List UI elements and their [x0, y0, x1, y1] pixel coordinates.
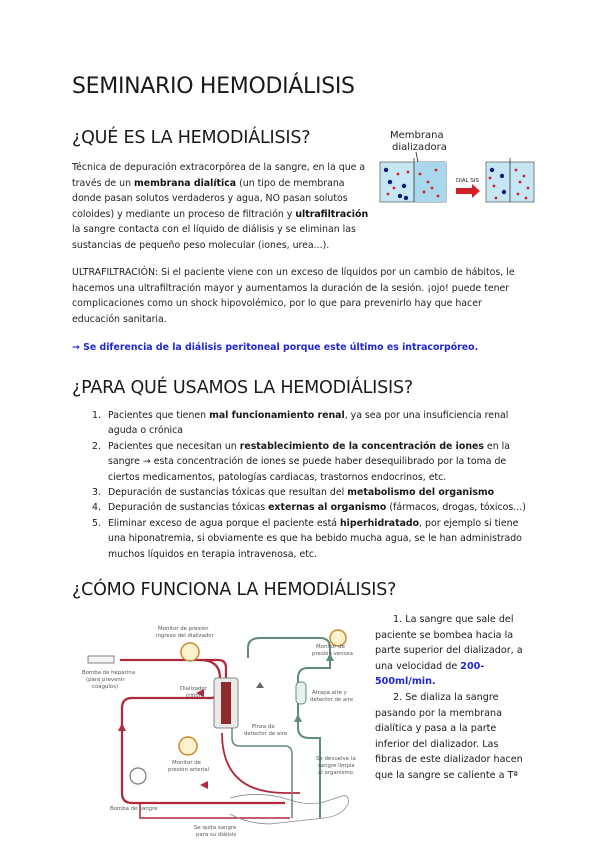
- large-solute-particle: [402, 184, 406, 188]
- flow-arrow-icon: [200, 781, 208, 789]
- definition-text-1: Técnica de depuración extracorpórea de la sangre, en la que a través de un: [72, 162, 366, 189]
- list-item-bold: restablecimiento de la concentración de iones: [239, 440, 484, 452]
- label-clean-blood-2: sangre limpia: [318, 763, 355, 769]
- flow-arrow-icon: [118, 723, 126, 731]
- label-venous-monitor: Monitor de: [316, 644, 345, 650]
- step-number: 1.: [393, 614, 403, 625]
- flow-arrow-icon: [256, 682, 264, 688]
- hemodialysis-circuit-diagram: [80, 618, 370, 843]
- list-item: [92, 500, 526, 515]
- large-solute-particle: [404, 196, 408, 200]
- label-venous-monitor-2: presión venosa: [312, 651, 353, 657]
- section-heading-uses: ¿PARA QUÉ USAMOS LA HEMODIÁLISIS?: [72, 378, 413, 398]
- monitor-arterial-gauge: [179, 737, 197, 755]
- list-item-bold: mal funcionamiento renal: [209, 410, 345, 421]
- uses-list: [92, 408, 526, 562]
- label-air-trap-2: detector de aire: [310, 697, 354, 703]
- small-solute-particle: [397, 173, 400, 176]
- list-item: [92, 516, 526, 562]
- list-item-number: 3.: [92, 487, 101, 499]
- process-steps: [375, 612, 525, 784]
- blood-pump: [130, 768, 146, 784]
- section-heading-how-it-works: ¿CÓMO FUNCIONA LA HEMODIÁLISIS?: [72, 580, 397, 600]
- label-blood-pump: Bomba de sangre: [110, 806, 158, 812]
- process-step-2: [375, 690, 525, 784]
- list-item-text: Depuración de sustancias tóxicas: [108, 502, 269, 514]
- section-heading-what-is: ¿QUÉ ES LA HEMODIÁLISIS?: [72, 128, 311, 148]
- membrane-pointer-line: [416, 152, 418, 162]
- small-solute-particle: [423, 191, 426, 194]
- label-dialyzer: Dializador: [180, 686, 208, 692]
- label-heparin-pump: Bomba de heparina: [82, 670, 136, 676]
- list-item-text: , ya sea por una insuficiencia renal aguda o crónica: [108, 410, 509, 437]
- beaker-left-right-half: [414, 162, 446, 202]
- paragraph-definition: [72, 160, 372, 254]
- label-monitor-inlet-2: ingreso del dializador: [156, 633, 214, 639]
- small-solute-particle: [419, 173, 422, 176]
- label-heparin-pump-2: (para prevenir: [86, 677, 125, 683]
- heparin-syringe: [88, 656, 114, 663]
- step-flow-rate: 200-500ml/min.: [375, 660, 485, 688]
- label-heparin-pump-3: coágulos): [92, 684, 119, 690]
- large-solute-particle: [502, 190, 506, 194]
- small-solute-particle: [515, 169, 518, 172]
- large-solute-particle: [398, 194, 402, 198]
- membrane-label-2: dializadora: [392, 142, 447, 153]
- small-solute-particle: [519, 181, 522, 184]
- list-item: [92, 485, 526, 500]
- small-solute-particle: [393, 187, 396, 190]
- small-solute-particle: [527, 187, 530, 190]
- page-title: SEMINARIO HEMODIÁLISIS: [72, 74, 355, 99]
- label-blood-removed-2: para su diálisis: [196, 832, 237, 838]
- process-step-1: [375, 612, 525, 690]
- membrane-label: Membrana: [390, 130, 444, 141]
- step-text: La sangre que sale del paciente se bombea hacia la parte superior del dializador, a una velocidad de: [375, 614, 523, 672]
- large-solute-particle: [490, 168, 494, 172]
- label-dialyzer-2: (riñón): [186, 693, 205, 699]
- label-clean-blood-3: al organismo: [318, 770, 353, 776]
- list-item-text: Depuración de sustancias tóxicas que resultan del: [108, 487, 348, 499]
- membrane-figure: [376, 126, 536, 206]
- step-number: 2.: [393, 691, 403, 703]
- label-arterial-monitor-2: presión arterial: [168, 767, 210, 773]
- blood-return-line-red: [222, 733, 300, 793]
- small-solute-particle: [427, 181, 430, 184]
- small-solute-particle: [435, 169, 438, 172]
- dialysis-arrow: [456, 184, 480, 198]
- paragraph-ultrafiltration: ULTRAFILTRACIÓN: Si el paciente viene con un exceso de líquidos por un cambio de hábitos, le hacemos una ultrafiltración mayor y aumentamos la duración de la sesión. ¡ojo! puede tener complicaciones como un shock hipovolémico, por lo que para prevenirlo hay que hacer educación sanitaria.: [72, 267, 515, 325]
- small-solute-particle: [387, 193, 390, 196]
- list-item: [92, 439, 526, 485]
- label-arterial-monitor: Monitor de: [172, 760, 201, 766]
- peritoneal-note: → Se diferencia de la diálisis peritoneal porque este último es intracorpóreo.: [72, 342, 479, 353]
- label-clamp-2: detector de aire: [244, 731, 288, 737]
- list-item-bold: externas al organismo: [268, 502, 387, 514]
- patient-arm-outline: [230, 794, 348, 824]
- arterial-line-bottom: [140, 803, 290, 818]
- list-item-number: 4.: [92, 502, 101, 514]
- small-solute-particle: [431, 187, 434, 190]
- step-text: Se dializa la sangre pasando por la membrana dialítica y pasa a la parte inferior del dializador. Las fibras de este dializador hacen que la sangre se caliente a Tª: [375, 691, 523, 781]
- list-item-text: (fármacos, drogas, tóxicos...): [386, 502, 526, 514]
- list-item-text: Eliminar exceso de agua porque el paciente está: [108, 517, 340, 529]
- list-item: [92, 408, 526, 439]
- list-item-text: Pacientes que necesitan un: [108, 440, 240, 452]
- definition-bold-ultrafiltration: ultrafiltración: [295, 208, 369, 220]
- label-air-trap: Atrapa aire y: [312, 690, 347, 696]
- list-item-text: en la sangre → esta concentración de iones se puede haber desequilibrado por la toma de ciertos medicamentos, patologías cardiacas, trastornos endocrinos, etc.: [108, 440, 510, 483]
- monitor-inlet-gauge: [181, 643, 199, 661]
- dialysis-arrow-label: DIAL SIS: [456, 178, 480, 184]
- label-monitor-inlet: Monitor de presión: [158, 626, 209, 632]
- small-solute-particle: [437, 195, 440, 198]
- small-solute-particle: [517, 193, 520, 196]
- list-item-text: Pacientes que tienen: [108, 410, 210, 421]
- label-blood-removed: Se quita sangre: [194, 825, 237, 831]
- small-solute-particle: [523, 175, 526, 178]
- small-solute-particle: [525, 197, 528, 200]
- venous-line-2: [232, 728, 292, 818]
- list-item-text: , por ejemplo si tiene una hiponatremia, si obviamente es que ha bebido mucha agua, se le han administrado muchos líquidos en terapia intravenosa, etc.: [108, 517, 522, 560]
- list-item-bold: hiperhidratado: [339, 517, 420, 529]
- definition-bold-membrane: membrana dialítica: [134, 177, 237, 189]
- large-solute-particle: [384, 168, 388, 172]
- small-solute-particle: [493, 185, 496, 188]
- definition-text-2: (un tipo de membrana donde pasan solutos verdaderos y agua, NO pasan solutos coloides) y mediante un proceso de filtración y: [72, 177, 348, 220]
- small-solute-particle: [407, 171, 410, 174]
- list-item-number: 1.: [92, 410, 101, 421]
- flow-arrow-icon: [294, 714, 302, 722]
- air-trap: [296, 682, 306, 704]
- list-item-bold: metabolismo del organismo: [347, 487, 495, 499]
- list-item-number: 5.: [92, 517, 101, 529]
- large-solute-particle: [500, 174, 504, 178]
- dialyzer-core: [221, 682, 231, 724]
- definition-text-3: la sangre contacta con el líquido de diálisis y se eliminan las sustancias de pequeño peso molecular (iones, urea...).: [72, 224, 356, 251]
- label-clamp: Pinza de: [252, 724, 275, 730]
- list-item-number: 2.: [92, 440, 101, 452]
- small-solute-particle: [495, 197, 498, 200]
- small-solute-particle: [489, 177, 492, 180]
- large-solute-particle: [388, 180, 392, 184]
- label-clean-blood: Se devuelve la: [316, 756, 356, 762]
